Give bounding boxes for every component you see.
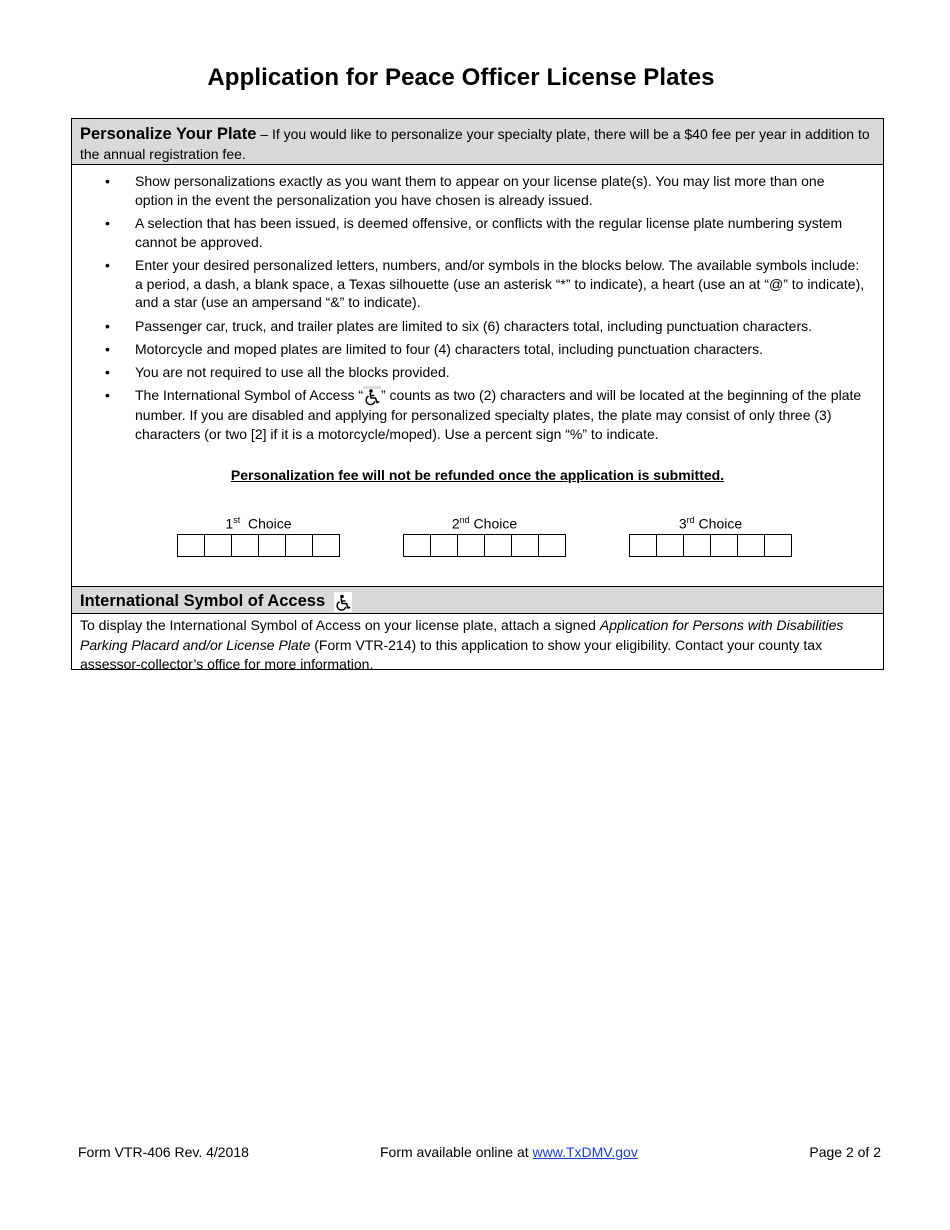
list-item: • Show personalizations exactly as you want them to appear on your license plate(s). You may list more than one option in the event the personalization you have chosen is already issued. bbox=[135, 172, 865, 209]
list-item: • Motorcycle and moped plates are limited to four (4) characters total, including punctuation characters. bbox=[135, 340, 865, 359]
isa-bullet-text: The International Symbol of Access “ bbox=[135, 387, 363, 403]
list-item: • Enter your desired personalized letters, numbers, and/or symbols in the blocks below. The available symbols include: a period, a dash, a blank space, a Texas silhouette (use an asterisk “*” to indicate), a heart (use an at “@” to indicate), and a star (use an ampersand “&” to indicate). bbox=[135, 256, 865, 312]
choice-label: 3rd Choice bbox=[678, 515, 743, 532]
list-item bbox=[135, 386, 865, 443]
char-box[interactable] bbox=[538, 534, 566, 557]
personalize-header bbox=[72, 119, 883, 165]
char-box[interactable] bbox=[285, 534, 313, 557]
form-title: Application for Peace Officer License Plates bbox=[207, 64, 715, 91]
char-box[interactable] bbox=[511, 534, 539, 557]
wheelchair-icon bbox=[363, 386, 381, 406]
char-box[interactable] bbox=[629, 534, 657, 557]
char-box[interactable] bbox=[484, 534, 512, 557]
char-box[interactable] bbox=[656, 534, 684, 557]
char-box[interactable] bbox=[403, 534, 431, 557]
char-box[interactable] bbox=[312, 534, 340, 557]
personalize-intro: – If you would like to personalize your specialty plate, there will be a $40 fee per year in addition to the annual registration fee. bbox=[80, 126, 870, 162]
choice-label: 2nd Choice bbox=[451, 515, 518, 532]
txdmv-link[interactable]: www.TxDMV.gov bbox=[532, 1144, 638, 1160]
form-box bbox=[71, 118, 884, 670]
online-note: Form available online at www.TxDMV.gov bbox=[380, 1144, 638, 1160]
char-box[interactable] bbox=[204, 534, 232, 557]
char-box[interactable] bbox=[177, 534, 205, 557]
char-box[interactable] bbox=[737, 534, 765, 557]
choice-2 bbox=[403, 511, 566, 557]
personalize-heading: Personalize Your Plate bbox=[80, 125, 257, 143]
char-box[interactable] bbox=[683, 534, 711, 557]
form-id: Form VTR-406 Rev. 4/2018 bbox=[78, 1144, 249, 1160]
choice-1 bbox=[177, 511, 340, 557]
isa-heading: International Symbol of Access bbox=[80, 592, 326, 610]
isa-bullet-text: ” counts as two (2) characters and will be located at the beginning of the plate number. If you are disabled and applying for personalized specialty plates, the plate may consist of only three (3) characters (or two [2] if it is a motorcycle/moped). Use a percent sign “%” to indicate. bbox=[135, 387, 862, 442]
char-box[interactable] bbox=[430, 534, 458, 557]
char-box[interactable] bbox=[710, 534, 738, 557]
char-box[interactable] bbox=[764, 534, 792, 557]
list-item: • A selection that has been issued, is deemed offensive, or conflicts with the regular license plate numbering system cannot be approved. bbox=[135, 214, 865, 251]
isa-description: To display the International Symbol of Access on your license plate, attach a signed Application for Persons with Disabilities Parking Placard and/or License Plate (Form VTR-214) to this application to show your eligibility. Contact your county tax assessor-collector’s office for more information. bbox=[80, 617, 844, 672]
char-box[interactable] bbox=[258, 534, 286, 557]
wheelchair-icon bbox=[334, 592, 352, 612]
char-box[interactable] bbox=[231, 534, 259, 557]
choice-label: 1st Choice bbox=[225, 515, 292, 532]
page-number: Page 2 of 2 bbox=[809, 1144, 881, 1160]
fee-note: Personalization fee will not be refunded once the application is submitted. bbox=[230, 467, 725, 483]
char-box[interactable] bbox=[457, 534, 485, 557]
choice-3 bbox=[629, 511, 792, 557]
isa-header bbox=[72, 586, 883, 614]
list-item: • Passenger car, truck, and trailer plates are limited to six (6) characters total, including punctuation characters. bbox=[135, 317, 865, 336]
list-item: • You are not required to use all the blocks provided. bbox=[135, 363, 865, 382]
